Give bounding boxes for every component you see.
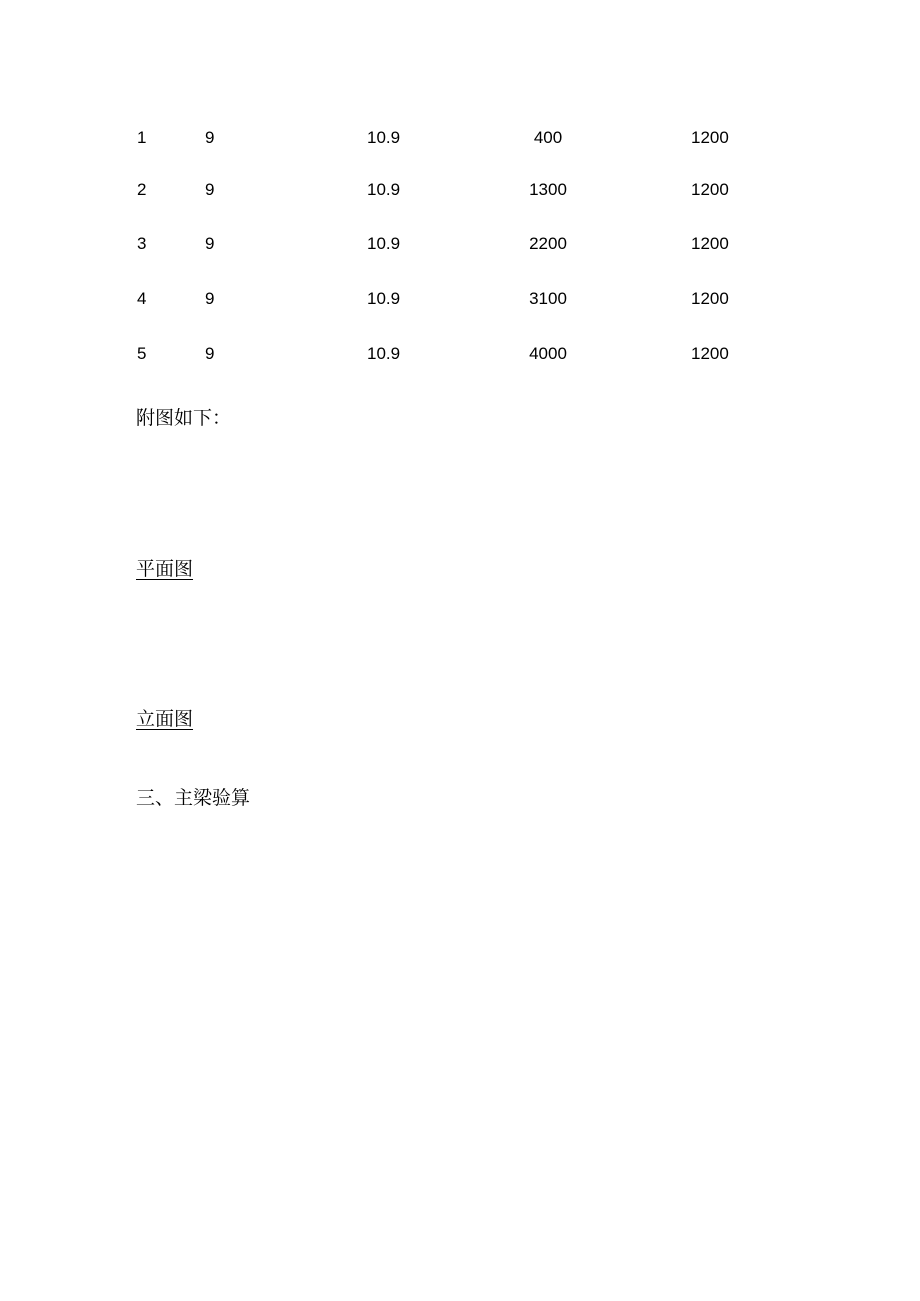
section-heading: 三、主梁验算 — [136, 787, 251, 809]
table-cell: 400 — [533, 128, 563, 147]
table-cell: 1200 — [691, 344, 729, 363]
table-row — [0, 342, 920, 366]
table-cell: 1200 — [691, 289, 729, 308]
table-cell: 10.9 — [367, 128, 401, 147]
elevation-view-label: 立面图 — [136, 708, 194, 730]
table-cell: 2200 — [529, 234, 567, 253]
table-cell: 5 — [137, 344, 147, 363]
table-cell: 4000 — [529, 344, 567, 363]
table-cell: 9 — [205, 289, 215, 308]
plan-view-label: 平面图 — [136, 558, 194, 580]
table-cell: 9 — [205, 234, 215, 253]
table-row — [0, 287, 920, 311]
table-cell: 10.9 — [367, 180, 401, 199]
table-cell: 9 — [205, 128, 215, 147]
table-cell: 4 — [137, 289, 147, 308]
table-cell: 1200 — [691, 128, 729, 147]
table-cell: 3 — [137, 234, 147, 253]
table-cell: 1 — [137, 128, 147, 147]
table-cell: 10.9 — [367, 289, 401, 308]
table-cell: 2 — [137, 180, 147, 199]
table-cell: 9 — [205, 344, 215, 363]
table-cell: 9 — [205, 180, 215, 199]
table-cell: 10.9 — [367, 234, 401, 253]
table-row — [0, 126, 920, 150]
figure-caption: 附图如下： — [136, 407, 232, 429]
table-cell: 1200 — [691, 180, 729, 199]
table-cell: 1200 — [691, 234, 729, 253]
table-cell: 1300 — [529, 180, 567, 199]
table-cell: 3100 — [529, 289, 567, 308]
table-row — [0, 178, 920, 202]
table-cell: 10.9 — [367, 344, 401, 363]
table-row — [0, 232, 920, 256]
